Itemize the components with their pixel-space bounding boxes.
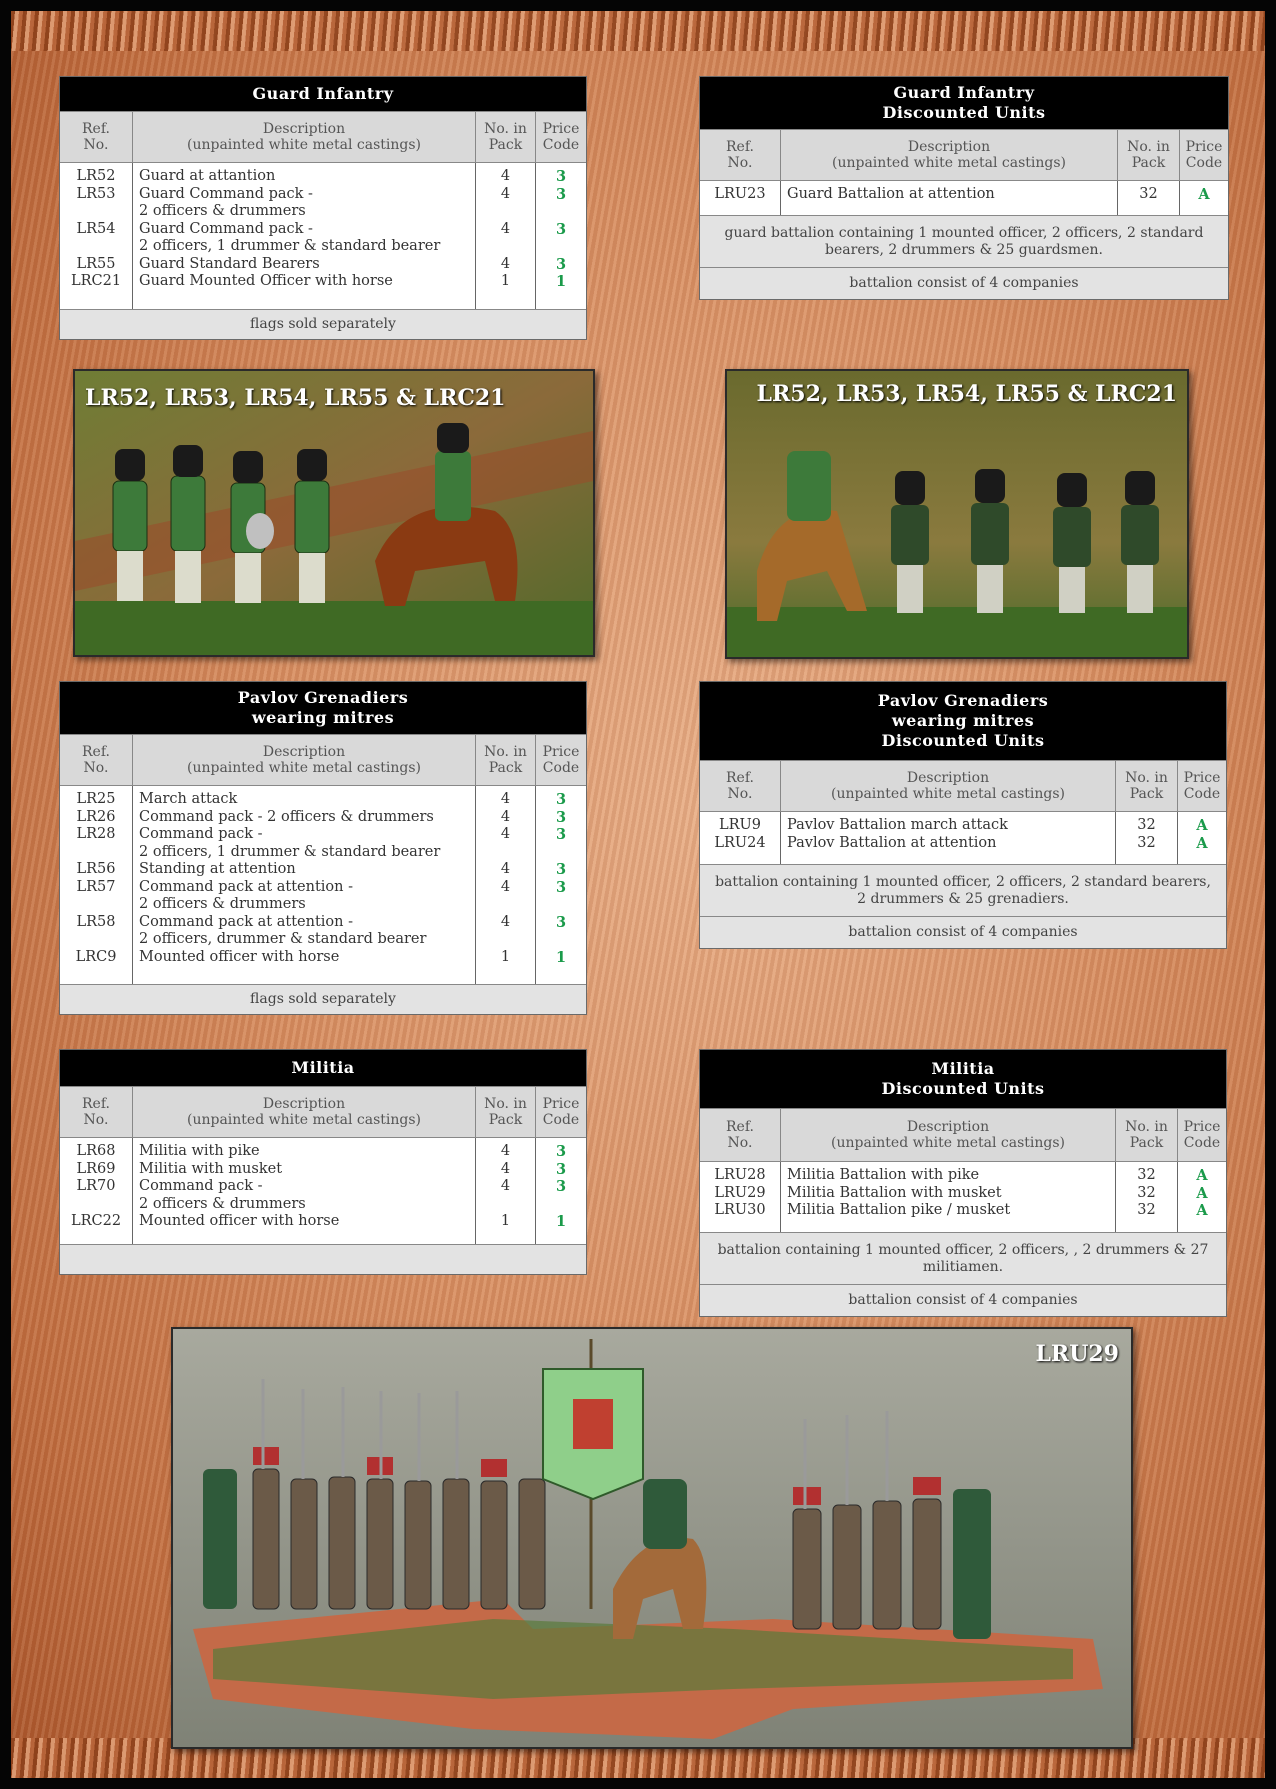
cell-ref bbox=[60, 844, 132, 862]
header-price-code: Price Code bbox=[542, 1096, 580, 1128]
description-column bbox=[780, 1162, 1116, 1232]
price-code-column bbox=[1178, 1162, 1226, 1232]
figures-back-illustration bbox=[727, 371, 1187, 657]
cell-no: 4 bbox=[500, 220, 511, 237]
cell-ref: LRU23 bbox=[714, 186, 766, 202]
price-code-column bbox=[536, 1138, 586, 1244]
cell-price: 3 bbox=[555, 1143, 567, 1160]
cell-desc: Command pack - bbox=[139, 826, 263, 842]
cell-desc: 2 officers, drummer & standard bearer bbox=[139, 931, 427, 947]
cell-desc: 2 officers & drummers bbox=[139, 1195, 306, 1212]
ref-column bbox=[60, 163, 132, 309]
photo-caption: LR52, LR53, LR54, LR55 & LRC21 bbox=[85, 385, 506, 411]
cell-no: 32 bbox=[1137, 1167, 1156, 1183]
header-ref: Ref. No. bbox=[82, 121, 110, 153]
no-in-pack-column bbox=[476, 1138, 536, 1244]
cell-desc: Pavlov Battalion at attention bbox=[787, 834, 997, 851]
cell-ref: LR52 bbox=[76, 168, 116, 184]
cell-no: 4 bbox=[500, 185, 511, 202]
cell-ref bbox=[60, 1196, 132, 1214]
cell-desc: 2 officers & drummers bbox=[139, 203, 306, 219]
companies-note: battalion consist of 4 companies bbox=[700, 1284, 1226, 1316]
companies-note: battalion consist of 4 companies bbox=[700, 916, 1226, 948]
cell-ref: LRU9 bbox=[719, 817, 761, 833]
table-title bbox=[700, 682, 1226, 760]
cell-ref: LRU24 bbox=[714, 834, 766, 851]
cell-ref: LR68 bbox=[76, 1143, 116, 1159]
table-note bbox=[60, 1244, 586, 1274]
cell-price: 3 bbox=[555, 168, 567, 185]
title-line-2: wearing mitres bbox=[891, 711, 1035, 730]
cell-price: A bbox=[1196, 1202, 1208, 1219]
cell-no bbox=[476, 896, 535, 914]
cell-no: 4 bbox=[500, 1178, 511, 1194]
table-header-row bbox=[60, 1086, 586, 1138]
guard-infantry-table bbox=[59, 76, 587, 340]
table-title bbox=[60, 682, 586, 734]
photo-caption: LRU29 bbox=[1035, 1341, 1119, 1367]
cell-price bbox=[536, 1196, 586, 1214]
cell-no: 1 bbox=[500, 273, 511, 289]
table-body bbox=[700, 812, 1226, 864]
cell-desc: Standing at attention bbox=[139, 861, 296, 877]
cell-price bbox=[536, 203, 586, 221]
cell-no: 1 bbox=[500, 948, 511, 965]
header-ref: Ref. No. bbox=[726, 770, 754, 802]
ref-column bbox=[700, 181, 780, 215]
militia-battalion-photo bbox=[171, 1327, 1133, 1749]
figures-front-photo bbox=[73, 369, 595, 657]
battalion-composition-note: battalion containing 1 mounted officer, 2 officers, , 2 drummers & 27 militiamen. bbox=[700, 1232, 1226, 1284]
cell-price bbox=[536, 896, 586, 914]
figures-back-photo bbox=[725, 369, 1189, 659]
ref-column bbox=[700, 812, 780, 864]
cell-ref bbox=[60, 896, 132, 914]
header-ref: Ref. No. bbox=[726, 1119, 754, 1151]
description-column bbox=[132, 786, 476, 984]
cell-desc: Guard at attantion bbox=[139, 168, 276, 184]
cell-desc: March attack bbox=[139, 791, 238, 807]
cell-ref: LRC22 bbox=[70, 1213, 122, 1229]
no-in-pack-column bbox=[1118, 181, 1180, 215]
header-price-code: Price Code bbox=[542, 744, 580, 776]
battalion-composition-note: battalion containing 1 mounted officer, 2 officers, 2 standard bearers, 2 drummers & 25 grenadiers. bbox=[700, 864, 1226, 916]
table-header-row bbox=[60, 734, 586, 786]
table-title bbox=[700, 77, 1228, 129]
title-line-2: wearing mitres bbox=[251, 708, 395, 727]
cell-price bbox=[536, 238, 586, 256]
header-price-code: Price Code bbox=[1185, 139, 1223, 171]
header-no-in-pack: No. in Pack bbox=[1118, 130, 1180, 180]
cell-desc: Guard Command pack - bbox=[139, 185, 313, 202]
cell-no: 32 bbox=[1137, 1202, 1156, 1218]
cell-ref: LRU28 bbox=[714, 1167, 766, 1183]
cell-desc: Command pack at attention - bbox=[139, 913, 353, 930]
table-body bbox=[60, 163, 586, 309]
cell-no bbox=[476, 203, 535, 221]
header-description: Description (unpainted white metal castings) bbox=[132, 112, 476, 162]
cell-price: A bbox=[1196, 817, 1208, 834]
figures-front-illustration bbox=[75, 371, 593, 655]
ref-column bbox=[60, 1138, 132, 1244]
cell-desc: Guard Battalion at attention bbox=[787, 186, 995, 202]
price-code-column bbox=[536, 786, 586, 984]
cell-desc: Command pack - bbox=[139, 1178, 263, 1194]
header-ref: Ref. No. bbox=[82, 744, 110, 776]
table-body bbox=[60, 786, 586, 984]
cell-no: 4 bbox=[500, 255, 511, 272]
cell-no: 32 bbox=[1139, 186, 1158, 202]
cell-ref: LR57 bbox=[76, 878, 116, 895]
cell-ref: LRU29 bbox=[714, 1184, 766, 1201]
header-no-in-pack: No. in Pack bbox=[476, 735, 536, 785]
description-column bbox=[132, 163, 476, 309]
table-body bbox=[700, 1162, 1226, 1232]
cell-price: 1 bbox=[555, 273, 567, 290]
cell-no: 1 bbox=[500, 1213, 511, 1229]
cell-desc: Guard Command pack - bbox=[139, 220, 313, 237]
cell-no: 4 bbox=[500, 168, 511, 184]
cell-desc: Militia Battalion with pike bbox=[787, 1167, 980, 1183]
cell-desc: Militia Battalion pike / musket bbox=[787, 1202, 1011, 1218]
table-title: Guard Infantry bbox=[60, 77, 586, 111]
cell-no: 4 bbox=[500, 1143, 511, 1159]
table-title bbox=[700, 1050, 1226, 1108]
cell-no: 32 bbox=[1137, 1184, 1156, 1201]
table-title: Militia bbox=[60, 1050, 586, 1086]
no-in-pack-column bbox=[1116, 812, 1178, 864]
cell-ref: LR56 bbox=[76, 861, 116, 877]
cell-desc: 2 officers, 1 drummer & standard bearer bbox=[139, 843, 441, 860]
title-line-2: Discounted Units bbox=[881, 1079, 1045, 1098]
cell-desc: Mounted officer with horse bbox=[139, 1213, 340, 1229]
cell-no: 4 bbox=[500, 878, 511, 895]
cell-ref: LR70 bbox=[76, 1178, 116, 1194]
header-ref: Ref. No. bbox=[82, 1096, 110, 1128]
cell-desc: Guard Mounted Officer with horse bbox=[139, 273, 393, 289]
cell-desc: Mounted officer with horse bbox=[139, 948, 340, 965]
cell-price bbox=[536, 844, 586, 862]
title-line-1: Pavlov Grenadiers bbox=[237, 688, 409, 707]
table-body bbox=[60, 1138, 586, 1244]
header-no-in-pack: No. in Pack bbox=[476, 1087, 536, 1137]
title-line-2: Discounted Units bbox=[882, 103, 1046, 122]
cell-price: 3 bbox=[555, 255, 567, 273]
cell-price: 3 bbox=[555, 1160, 567, 1178]
cell-desc: Militia Battalion with musket bbox=[787, 1184, 1002, 1201]
cell-ref: LR25 bbox=[76, 791, 116, 807]
table-note: flags sold separately bbox=[60, 309, 586, 339]
cell-price: A bbox=[1196, 834, 1208, 852]
cell-price: 3 bbox=[555, 1178, 567, 1195]
cell-no bbox=[476, 238, 535, 256]
cell-price: A bbox=[1198, 186, 1210, 203]
cell-ref: LRC21 bbox=[70, 273, 122, 289]
cell-ref: LRU30 bbox=[714, 1202, 766, 1218]
description-column bbox=[780, 181, 1118, 215]
cell-desc: Militia with musket bbox=[139, 1160, 283, 1177]
table-note: flags sold separately bbox=[60, 984, 586, 1014]
cell-ref: LR26 bbox=[76, 808, 116, 825]
title-line-1: Pavlov Grenadiers bbox=[877, 691, 1049, 710]
title-line-1: Militia bbox=[931, 1059, 995, 1078]
ref-column bbox=[700, 1162, 780, 1232]
cell-ref bbox=[60, 238, 132, 256]
guard-infantry-discounted-table bbox=[699, 76, 1229, 300]
header-price-code: Price Code bbox=[1183, 1119, 1221, 1151]
title-line-1: Guard Infantry bbox=[893, 83, 1035, 102]
cell-desc: Guard Standard Bearers bbox=[139, 255, 320, 272]
header-description: Description (unpainted white metal castings) bbox=[780, 1109, 1116, 1161]
cell-price: 3 bbox=[555, 913, 567, 931]
cell-price: A bbox=[1196, 1184, 1208, 1202]
price-code-column bbox=[536, 163, 586, 309]
cell-price: 3 bbox=[555, 861, 567, 878]
header-description: Description (unpainted white metal castings) bbox=[780, 130, 1118, 180]
cell-no: 4 bbox=[500, 861, 511, 877]
cell-no bbox=[476, 1196, 535, 1214]
cell-desc: Militia with pike bbox=[139, 1143, 260, 1159]
ref-column bbox=[60, 786, 132, 984]
header-ref: Ref. No. bbox=[726, 139, 754, 171]
cell-price: 3 bbox=[555, 791, 567, 808]
header-price-code: Price Code bbox=[542, 121, 580, 153]
cell-no: 4 bbox=[500, 808, 511, 825]
cell-desc: Command pack at attention - bbox=[139, 878, 353, 895]
cell-ref: LR58 bbox=[76, 913, 116, 930]
cell-desc: 2 officers & drummers bbox=[139, 896, 306, 912]
no-in-pack-column bbox=[476, 163, 536, 309]
header-description: Description (unpainted white metal castings) bbox=[132, 1087, 476, 1137]
cell-ref: LR54 bbox=[76, 220, 116, 237]
title-line-3: Discounted Units bbox=[881, 731, 1045, 750]
militia-discounted-table bbox=[699, 1049, 1227, 1317]
header-description: Description (unpainted white metal castings) bbox=[780, 761, 1116, 811]
cell-price: 1 bbox=[555, 1213, 567, 1230]
header-no-in-pack: No. in Pack bbox=[1116, 761, 1178, 811]
no-in-pack-column bbox=[476, 786, 536, 984]
price-code-column bbox=[1180, 181, 1228, 215]
companies-note: battalion consist of 4 companies bbox=[700, 267, 1228, 299]
cell-price: A bbox=[1196, 1167, 1208, 1184]
cell-price: 1 bbox=[555, 948, 567, 966]
cell-no: 4 bbox=[500, 1160, 511, 1177]
top-fringe-decoration bbox=[11, 11, 1265, 51]
description-column bbox=[132, 1138, 476, 1244]
cell-price: 3 bbox=[555, 185, 567, 203]
no-in-pack-column bbox=[1116, 1162, 1178, 1232]
table-header-row bbox=[700, 1108, 1226, 1162]
cell-price: 3 bbox=[555, 878, 567, 896]
cell-no: 32 bbox=[1137, 834, 1156, 851]
cell-ref: LR53 bbox=[76, 185, 116, 202]
cell-no bbox=[476, 931, 535, 949]
cell-price: 3 bbox=[555, 826, 567, 843]
cell-ref: LR69 bbox=[76, 1160, 116, 1177]
cell-ref: LRC9 bbox=[75, 948, 117, 965]
cell-ref: LR55 bbox=[76, 255, 116, 272]
header-no-in-pack: No. in Pack bbox=[1116, 1109, 1178, 1161]
table-header-row bbox=[700, 760, 1226, 812]
table-body bbox=[700, 181, 1228, 215]
price-code-column bbox=[1178, 812, 1226, 864]
table-header-row bbox=[60, 111, 586, 163]
cell-desc: 2 officers, 1 drummer & standard bearer bbox=[139, 238, 441, 254]
militia-table bbox=[59, 1049, 587, 1275]
militia-battalion-illustration bbox=[173, 1329, 1131, 1747]
cell-no: 4 bbox=[500, 791, 511, 807]
header-price-code: Price Code bbox=[1183, 770, 1221, 802]
photo-caption: LR52, LR53, LR54, LR55 & LRC21 bbox=[756, 381, 1177, 407]
cell-ref bbox=[60, 931, 132, 949]
pavlov-grenadiers-table bbox=[59, 681, 587, 1015]
cell-ref bbox=[60, 203, 132, 221]
battalion-composition-note: guard battalion containing 1 mounted officer, 2 officers, 2 standard bearers, 2 drummers & 25 guardsmen. bbox=[700, 215, 1228, 267]
cell-no: 32 bbox=[1137, 817, 1156, 833]
cell-price bbox=[536, 931, 586, 949]
cell-no: 4 bbox=[500, 826, 511, 842]
cell-ref: LR28 bbox=[76, 826, 116, 842]
cell-price: 3 bbox=[555, 220, 567, 238]
header-description: Description (unpainted white metal castings) bbox=[132, 735, 476, 785]
pavlov-grenadiers-discounted-table bbox=[699, 681, 1227, 949]
cell-desc: Pavlov Battalion march attack bbox=[787, 817, 1008, 833]
header-no-in-pack: No. in Pack bbox=[476, 112, 536, 162]
table-header-row bbox=[700, 129, 1228, 181]
cell-no: 4 bbox=[500, 913, 511, 930]
cell-no bbox=[476, 844, 535, 862]
description-column bbox=[780, 812, 1116, 864]
cell-price: 3 bbox=[555, 808, 567, 826]
cell-desc: Command pack - 2 officers & drummers bbox=[139, 808, 434, 825]
